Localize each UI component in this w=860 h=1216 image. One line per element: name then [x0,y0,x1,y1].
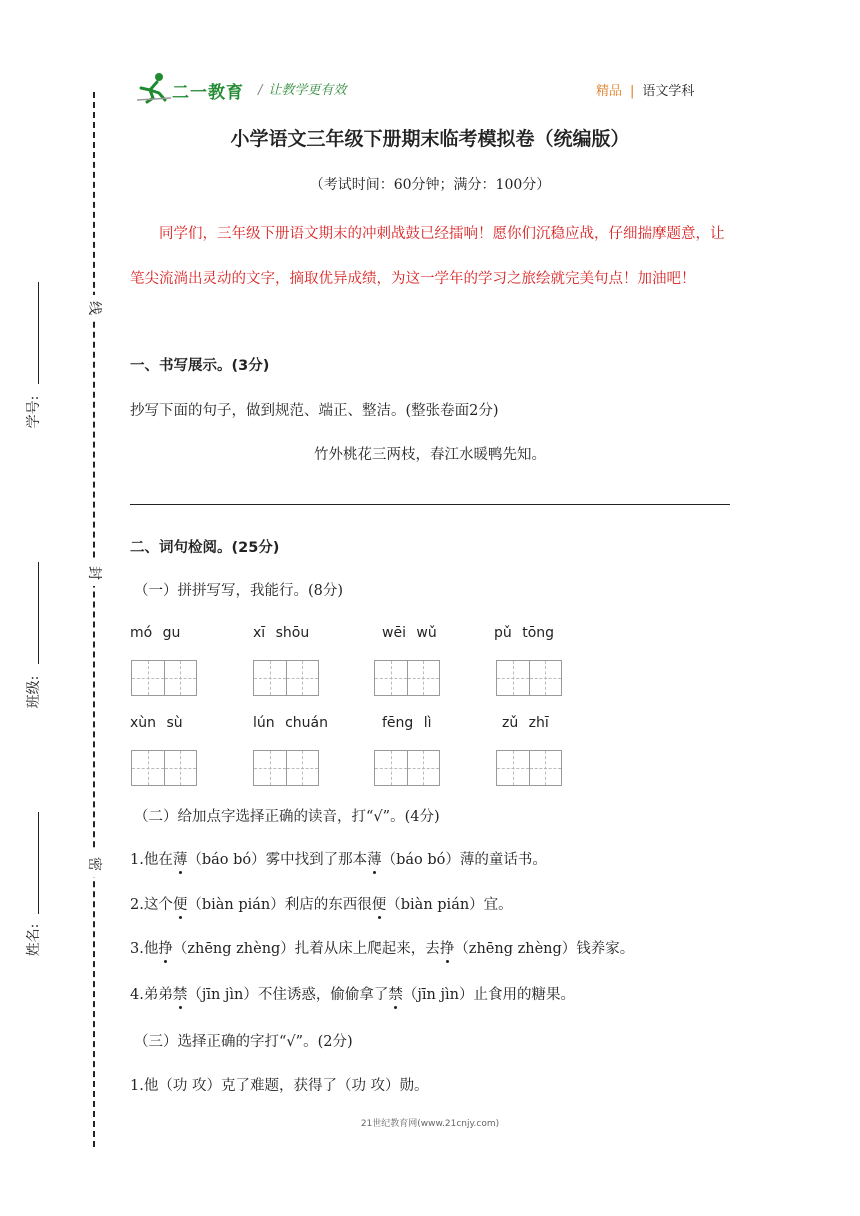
pinyin-label: fēng lì [382,715,432,731]
slogan [258,79,346,98]
writing-grid[interactable] [496,660,562,696]
page-title: 小学语文三年级下册期末临考模拟卷（统编版） [230,128,630,150]
writing-grid[interactable] [253,660,319,696]
page-footer: 21世纪教育网(www.21cnjy.com) [360,1119,500,1129]
section1-instruction: 抄写下面的句子，做到规范、端正、整洁。(整张卷面2分) [130,403,499,419]
writing-grid[interactable] [374,750,440,786]
copy-sentence: 竹外桃花三两枝，春江水暖鸭先知。 [314,447,546,463]
binding-dotted-line [93,92,95,1147]
class-label: 班级: [26,675,42,709]
name-label: 姓名: [26,923,42,957]
pinyin-label: lún chuán [253,715,328,731]
dotted-char: 挣 [158,941,173,957]
pinyin-label: mó gu [130,625,181,641]
section2-heading: 二、词句检阅。(25分) [130,540,280,556]
question-item: 1.他在薄（báo bó）雾中找到了那本薄（báo bó）薄的童话书。 [130,852,547,868]
brand-name: 二一教育 [172,83,244,103]
subject-label: 语文学科 [642,84,695,99]
student-no-label: 学号: [26,395,42,429]
question-item: 2.这个便（biàn pián）利店的东西很便（biàn pián）宜。 [130,897,513,913]
writing-grid[interactable] [496,750,562,786]
name-line [38,812,39,914]
part2-heading: （二）给加点字选择正确的读音，打“√”。(4分) [134,809,440,825]
pinyin-label: xùn sù [130,715,183,731]
dotted-char: 挣 [439,941,455,957]
intro-paragraph: 同学们，三年级下册语文期末的冲刺战鼓已经擂响！愿你们沉稳应战，仔细揣摩题意，让笔尖流淌出灵动的文字，摘取优异成绩，为这一学年的学习之旅绘就完美句点！加油吧！ [130,226,725,287]
dotted-char: 便 [172,897,188,913]
seal-secret-char: 密 [81,851,105,877]
question-item: 4.弟弟禁（jīn jìn）不住诱惑，偷偷拿了禁（jīn jìn）止食用的糖果。 [130,987,575,1003]
writing-grid[interactable] [131,660,197,696]
slogan-separator: / [258,83,263,98]
seal-line-char: 线 [81,295,105,321]
dotted-char: 禁 [388,987,403,1003]
class-line [38,562,39,664]
pinyin-label: xī shōu [253,625,310,641]
header-separator: | [630,84,635,99]
pinyin-label: wēi wǔ [382,625,437,641]
writing-grid[interactable] [131,750,197,786]
question-item: 1.他（功 攻）克了难题，获得了（功 攻）勋。 [130,1078,429,1094]
exam-info: （考试时间：60分钟；满分：100分） [309,177,551,193]
dotted-char: 薄 [172,852,188,868]
dotted-char: 便 [371,897,387,913]
pinyin-label: zǔ zhī [502,715,549,731]
dotted-char: 禁 [172,987,188,1003]
dotted-char: 薄 [367,852,382,868]
runner-logo-icon [135,72,175,104]
writing-line [130,504,730,505]
quality-label: 精品 [596,84,623,99]
writing-grid[interactable] [374,660,440,696]
student-no-line [38,282,39,384]
seal-seal-char: 封 [81,560,105,586]
slogan-text: 让教学更有效 [268,83,347,98]
header-right [596,80,694,99]
part3-heading: （三）选择正确的字打“√”。(2分) [134,1034,353,1050]
question-item: 3.他挣（zhēng zhèng）扎着从床上爬起来，去挣（zhēng zhèng）钱养家。 [130,941,635,957]
section1-heading: 一、书写展示。(3分) [130,358,270,374]
part1-heading: （一）拼拼写写，我能行。(8分) [134,583,344,599]
pinyin-label: pǔ tōng [494,625,555,641]
writing-grid[interactable] [253,750,319,786]
